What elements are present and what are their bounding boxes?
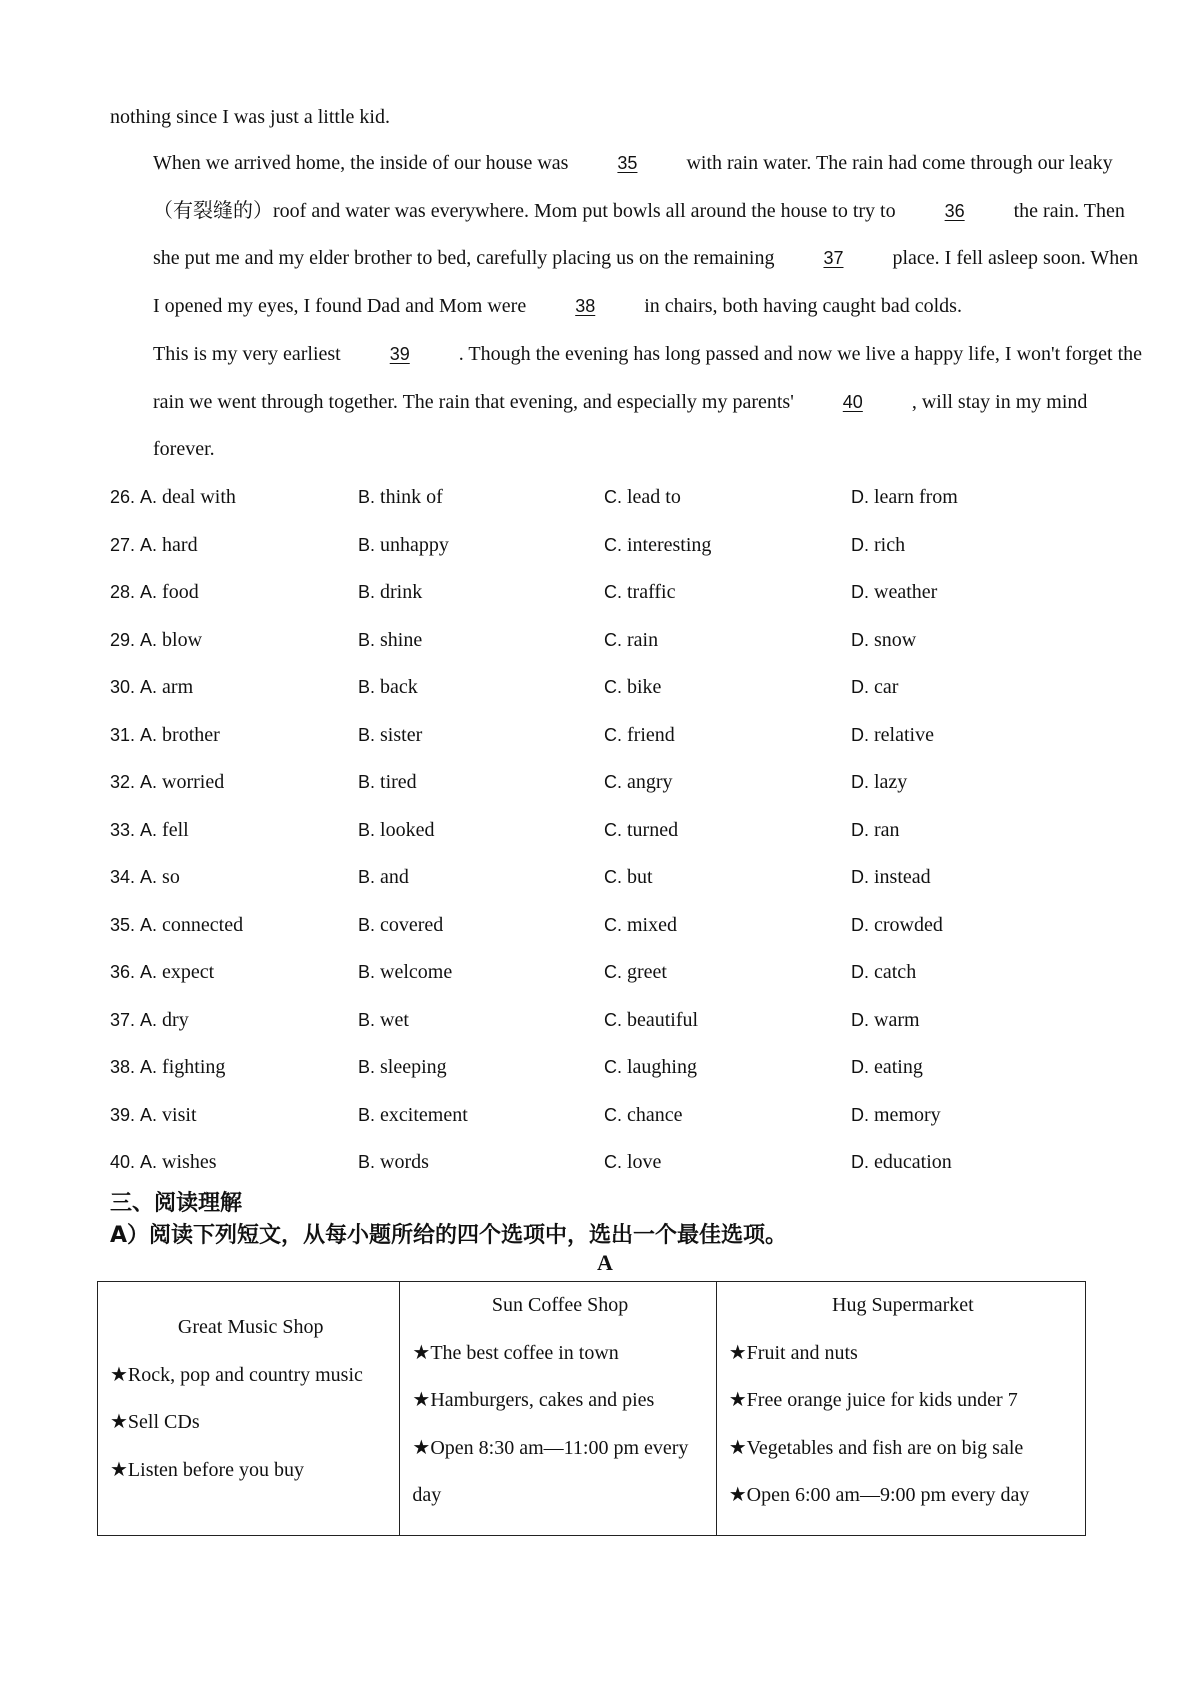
option-letter: A. — [140, 534, 158, 555]
option-text: instead — [874, 866, 931, 888]
option-a[interactable] — [110, 997, 189, 1045]
question-row — [110, 474, 1100, 522]
option-text: words — [380, 1151, 429, 1173]
option-letter: D. — [851, 1152, 869, 1172]
option-letter: B. — [358, 677, 376, 697]
option-b[interactable] — [358, 664, 418, 712]
ad-item: ★Fruit and nuts — [728, 1341, 858, 1364]
blank-39[interactable]: 39 — [389, 344, 410, 364]
option-letter: C. — [604, 724, 622, 745]
option-a[interactable] — [110, 949, 214, 997]
option-letter: C. — [604, 1104, 622, 1125]
option-text: rain — [627, 628, 659, 651]
option-text: bike — [627, 676, 662, 698]
option-c[interactable] — [604, 1092, 683, 1140]
question-row — [110, 997, 1100, 1045]
option-text: fighting — [162, 1056, 226, 1078]
option-letter: A. — [140, 819, 158, 840]
option-letter: A. — [140, 582, 158, 602]
option-d[interactable] — [851, 759, 907, 807]
question-row — [110, 1092, 1100, 1140]
question-number: 29. — [110, 629, 136, 650]
option-text: think of — [380, 486, 443, 508]
option-c[interactable] — [604, 807, 678, 855]
option-b[interactable] — [358, 949, 452, 997]
passage-paragraph-continued — [110, 94, 1100, 142]
option-letter: D. — [851, 1057, 869, 1077]
option-a[interactable] — [110, 569, 199, 617]
option-text: and — [380, 866, 409, 888]
option-text: interesting — [627, 533, 712, 556]
option-text: warm — [874, 1008, 920, 1031]
option-d[interactable] — [851, 997, 920, 1045]
option-c[interactable] — [604, 712, 675, 760]
option-text: lead to — [627, 486, 681, 508]
option-text: weather — [874, 581, 938, 603]
option-text: wishes — [162, 1151, 217, 1173]
option-text: worried — [162, 771, 225, 793]
question-row — [110, 759, 1100, 807]
option-text: hard — [162, 533, 198, 556]
option-d[interactable] — [851, 522, 905, 570]
option-d[interactable] — [851, 1044, 923, 1092]
option-letter: C. — [604, 534, 622, 555]
option-text: wet — [380, 1008, 409, 1031]
ad-cell-supermarket — [716, 1282, 1085, 1535]
option-b[interactable] — [358, 474, 443, 522]
option-letter: A. — [140, 1152, 158, 1172]
question-row — [110, 522, 1100, 570]
option-text: fell — [162, 818, 189, 841]
option-a[interactable] — [110, 712, 220, 760]
option-letter: B. — [358, 772, 376, 792]
option-letter: B. — [358, 629, 376, 650]
option-text: mixed — [627, 913, 677, 936]
question-number: 32. — [110, 772, 136, 792]
option-letter: B. — [358, 1104, 376, 1125]
question-number: 30. — [110, 677, 136, 697]
ad-cell-music-shop — [98, 1282, 399, 1535]
option-text: back — [380, 676, 418, 698]
option-b[interactable] — [358, 617, 422, 665]
option-letter: D. — [851, 724, 869, 745]
option-text: sister — [380, 723, 423, 746]
option-text: visit — [162, 1103, 197, 1126]
option-letter: D. — [851, 772, 869, 792]
option-letter: B. — [358, 819, 376, 840]
blank-40[interactable]: 40 — [842, 391, 863, 412]
option-letter: D. — [851, 1104, 869, 1125]
paragraph-text: . Though the evening has long passed and now we live a happy life, I won't forget the rain we went through together. The rain that evening, and especially my parents' — [153, 343, 1142, 413]
paragraph-text: with rain water. The rain had come through our leaky（有裂缝的）roof and water was everywhere. Mom put bowls all around the house to try to — [153, 152, 1113, 222]
option-a[interactable] — [110, 759, 224, 807]
option-a[interactable] — [110, 1044, 225, 1092]
option-a[interactable] — [110, 474, 236, 522]
question-number: 34. — [110, 867, 136, 887]
option-letter: C. — [604, 582, 622, 602]
option-text: car — [874, 676, 899, 698]
option-text: drink — [380, 581, 423, 603]
option-letter: A. — [140, 867, 158, 887]
question-row — [110, 617, 1100, 665]
option-d[interactable] — [851, 902, 943, 950]
option-letter: B. — [358, 487, 376, 507]
option-letter: C. — [604, 914, 622, 935]
option-text: love — [627, 1151, 662, 1173]
option-letter: C. — [604, 1152, 622, 1172]
option-text: connected — [162, 913, 244, 936]
option-letter: A. — [140, 629, 158, 650]
blank-37[interactable]: 37 — [823, 248, 844, 268]
paragraph-text: nothing since I was just a little kid. — [110, 106, 390, 128]
option-letter: A. — [140, 914, 158, 935]
option-letter: D. — [851, 1009, 869, 1030]
option-letter: B. — [358, 914, 376, 935]
option-text: greet — [627, 961, 667, 983]
option-text: turned — [627, 818, 679, 841]
option-b[interactable] — [358, 807, 434, 855]
question-number: 37. — [110, 1009, 136, 1030]
question-row — [110, 712, 1100, 760]
ad-item: ★The best coffee in town — [412, 1341, 619, 1364]
option-a[interactable] — [110, 664, 193, 712]
option-text: welcome — [380, 961, 453, 983]
option-text: excitement — [380, 1103, 468, 1126]
option-letter: A. — [140, 962, 158, 982]
option-letter: B. — [358, 1009, 376, 1030]
question-number: 40. — [110, 1152, 136, 1172]
ad-item: ★Open 8:30 am—11:00 pm every day — [412, 1436, 689, 1506]
ad-title: Hug Supermarket — [832, 1294, 974, 1316]
option-d[interactable] — [851, 474, 958, 522]
option-d[interactable] — [851, 664, 898, 712]
option-letter: C. — [604, 1009, 622, 1030]
question-number: 28. — [110, 582, 136, 602]
option-text: snow — [874, 628, 917, 651]
blank-38[interactable]: 38 — [575, 295, 596, 316]
option-c[interactable] — [604, 474, 681, 522]
option-c[interactable] — [604, 759, 673, 807]
option-text: angry — [627, 771, 673, 793]
option-a[interactable] — [110, 807, 189, 855]
option-text: blow — [162, 628, 203, 651]
option-letter: A. — [140, 677, 158, 697]
option-b[interactable] — [358, 712, 422, 760]
ad-cell-coffee-shop — [399, 1282, 715, 1535]
option-letter: A. — [140, 1009, 158, 1030]
option-d[interactable] — [851, 712, 934, 760]
option-letter: D. — [851, 819, 869, 840]
option-c[interactable] — [604, 997, 698, 1045]
question-number: 35. — [110, 914, 136, 935]
ad-item: ★Hamburgers, cakes and pies — [412, 1389, 655, 1411]
section-title: 三、阅读理解 — [110, 1191, 243, 1216]
option-text: learn from — [874, 486, 958, 508]
option-b[interactable] — [358, 902, 443, 950]
option-text: crowded — [874, 913, 943, 936]
option-c[interactable] — [604, 854, 653, 902]
option-b[interactable] — [358, 1139, 429, 1187]
option-d[interactable] — [851, 854, 931, 902]
option-letter: B. — [358, 1152, 376, 1172]
option-text: tired — [380, 771, 417, 793]
option-text: memory — [874, 1103, 941, 1126]
option-d[interactable] — [851, 569, 937, 617]
option-text: eating — [874, 1056, 923, 1078]
option-b[interactable] — [358, 997, 409, 1045]
option-text: ran — [874, 818, 900, 841]
option-letter: B. — [358, 534, 376, 555]
option-text: chance — [627, 1103, 683, 1126]
paragraph-text: This is my very earliest — [153, 343, 341, 365]
paragraph-text: When we arrived home, the inside of our house was — [153, 152, 569, 174]
option-text: looked — [380, 818, 435, 841]
option-b[interactable] — [358, 569, 422, 617]
question-number: 36. — [110, 962, 136, 982]
option-letter: D. — [851, 677, 869, 697]
option-text: catch — [874, 961, 917, 983]
question-row — [110, 854, 1100, 902]
blank-36[interactable]: 36 — [944, 200, 965, 221]
option-text: laughing — [627, 1056, 697, 1078]
option-d[interactable] — [851, 1139, 952, 1187]
option-a[interactable] — [110, 617, 202, 665]
passage-paragraph-3 — [110, 331, 1143, 474]
option-c[interactable] — [604, 522, 711, 570]
option-b[interactable] — [358, 854, 409, 902]
option-text: covered — [380, 913, 444, 936]
option-text: unhappy — [380, 533, 449, 556]
question-row — [110, 807, 1100, 855]
question-number: 33. — [110, 819, 136, 840]
ad-title: Sun Coffee Shop — [491, 1294, 629, 1316]
question-number: 39. — [110, 1104, 136, 1125]
option-b[interactable] — [358, 1092, 468, 1140]
question-row — [110, 569, 1100, 617]
option-text: but — [627, 866, 653, 888]
option-letter: B. — [358, 1057, 376, 1077]
paragraph-text: in chairs, both having caught bad colds. — [644, 294, 962, 317]
option-text: sleeping — [380, 1056, 447, 1078]
question-number: 26. — [110, 487, 136, 507]
passage-paragraph-2 — [110, 140, 1143, 330]
option-letter: A. — [140, 772, 158, 792]
option-a[interactable] — [110, 522, 198, 570]
option-c[interactable] — [604, 1139, 661, 1187]
option-letter: C. — [604, 867, 622, 887]
section-instruction: A）阅读下列短文，从每小题所给的四个选项中，选出一个最佳选项。 — [110, 1223, 788, 1248]
option-d[interactable] — [851, 949, 916, 997]
question-row — [110, 1044, 1100, 1092]
option-c[interactable] — [604, 617, 658, 665]
option-letter: C. — [604, 487, 622, 507]
blank-35[interactable]: 35 — [617, 153, 638, 173]
ad-item: ★Free orange juice for kids under 7 — [728, 1389, 1018, 1411]
option-d[interactable] — [851, 807, 900, 855]
option-letter: D. — [851, 629, 869, 650]
option-d[interactable] — [851, 1092, 941, 1140]
option-letter: C. — [604, 677, 622, 697]
option-letter: B. — [358, 724, 376, 745]
option-text: shine — [380, 628, 423, 651]
ad-title: Great Music Shop — [177, 1316, 324, 1338]
option-letter: A. — [140, 487, 158, 507]
option-letter: C. — [604, 962, 622, 982]
option-c[interactable] — [604, 569, 676, 617]
option-text: brother — [162, 723, 220, 746]
option-a[interactable] — [110, 854, 180, 902]
option-letter: D. — [851, 487, 869, 507]
option-letter: D. — [851, 582, 869, 602]
ad-item: ★Sell CDs — [110, 1411, 200, 1433]
option-text: expect — [162, 961, 215, 983]
paragraph-text: place. I fell asleep soon. When I opened my eyes, I found Dad and Mom were — [153, 247, 1139, 317]
question-row — [110, 902, 1100, 950]
ad-item: ★Listen before you buy — [110, 1458, 304, 1481]
option-c[interactable] — [604, 664, 661, 712]
option-b[interactable] — [358, 1044, 447, 1092]
option-text: rich — [874, 533, 906, 556]
option-d[interactable] — [851, 617, 916, 665]
option-letter: C. — [604, 629, 622, 650]
option-a[interactable] — [110, 1092, 197, 1140]
option-letter: D. — [851, 962, 869, 982]
option-text: traffic — [627, 581, 676, 603]
cloze-options-list — [110, 474, 1100, 1187]
option-letter: A. — [140, 724, 158, 745]
option-text: friend — [627, 723, 675, 746]
option-text: arm — [162, 676, 194, 698]
option-text: lazy — [874, 771, 908, 793]
option-letter: D. — [851, 867, 869, 887]
option-text: relative — [874, 723, 934, 746]
option-letter: B. — [358, 582, 376, 602]
option-a[interactable] — [110, 902, 243, 950]
ads-table — [97, 1281, 1086, 1536]
option-c[interactable] — [604, 949, 667, 997]
option-text: beautiful — [627, 1008, 699, 1031]
option-text: so — [162, 866, 180, 888]
paragraph-text: , will stay in my mind forever. — [153, 390, 1088, 460]
question-number: 38. — [110, 1057, 136, 1077]
option-c[interactable] — [604, 1044, 697, 1092]
option-letter: D. — [851, 534, 869, 555]
option-letter: C. — [604, 1057, 622, 1077]
option-text: education — [874, 1151, 952, 1173]
option-letter: C. — [604, 819, 622, 840]
option-b[interactable] — [358, 759, 417, 807]
question-row — [110, 1139, 1100, 1187]
question-row — [110, 949, 1100, 997]
option-c[interactable] — [604, 902, 677, 950]
ad-item: ★Open 6:00 am—9:00 pm every day — [728, 1484, 1030, 1506]
option-letter: B. — [358, 867, 376, 887]
option-letter: B. — [358, 962, 376, 982]
ad-item: ★Rock, pop and country music — [110, 1363, 363, 1386]
question-number: 31. — [110, 724, 136, 745]
option-text: dry — [162, 1008, 189, 1031]
option-letter: A. — [140, 1104, 158, 1125]
passage-letter: A — [597, 1250, 613, 1275]
option-b[interactable] — [358, 522, 449, 570]
question-number: 27. — [110, 534, 136, 555]
option-letter: A. — [140, 1057, 158, 1077]
option-letter: D. — [851, 914, 869, 935]
question-row — [110, 664, 1100, 712]
paragraph-text: the rain. Then she put me and my elder brother to bed, carefully placing us on the remaining — [153, 199, 1125, 269]
option-text: food — [162, 581, 199, 603]
option-text: deal with — [162, 486, 236, 508]
option-a[interactable] — [110, 1139, 217, 1187]
option-letter: C. — [604, 772, 622, 792]
ad-item: ★Vegetables and fish are on big sale — [728, 1436, 1024, 1459]
